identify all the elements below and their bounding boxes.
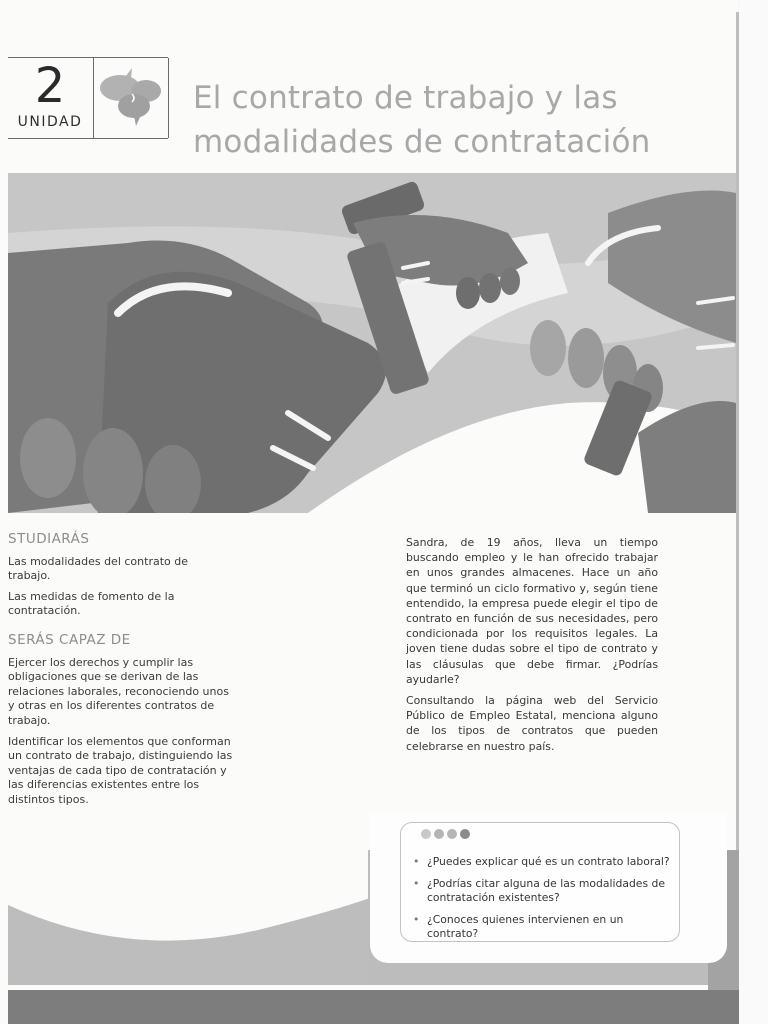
handshake-illustration	[8, 173, 736, 513]
question-item	[413, 855, 675, 870]
bullet-icon: •	[413, 855, 420, 868]
question-item	[413, 913, 675, 942]
seras-capaz-heading: SERÁS CAPAZ DE	[8, 632, 131, 648]
estudiaras-item: Las modalidades del contrato de trabajo.	[8, 554, 188, 583]
questions-list	[413, 855, 675, 949]
dot-icon	[460, 829, 470, 839]
speech-bubbles-icon	[96, 64, 166, 130]
progress-dots	[421, 829, 470, 839]
unit-divider	[93, 58, 94, 138]
question-item	[413, 877, 675, 906]
case-study	[406, 535, 658, 760]
page-title	[193, 76, 713, 164]
dot-icon	[447, 829, 457, 839]
question-text: ¿Puedes explicar qué es un contrato laboral?	[427, 855, 670, 868]
question-text: ¿Podrías citar alguna de las modalidades de contratación existentes?	[427, 876, 666, 905]
case-paragraph: Consultando la página web del Servicio Público de Empleo Estatal, menciona alguno de los tipos de contratos que pueden celebrarse en nuestro país.	[406, 694, 658, 753]
title-line-1: El contrato de trabajo y las	[193, 80, 618, 116]
title-line-2: modalidades de contratación	[193, 124, 651, 160]
estudiaras-item: Las medidas de fomento de la contratación.	[8, 589, 175, 618]
estudiaras-heading: STUDIARÁS	[8, 531, 90, 547]
unit-number: 2	[34, 58, 66, 114]
dot-icon	[434, 829, 444, 839]
unit-border	[168, 58, 169, 138]
unit-label: UNIDAD	[17, 114, 83, 130]
question-text: ¿Conoces quienes intervienen en un contrato?	[427, 912, 624, 941]
unit-badge	[8, 57, 168, 139]
estudiaras-section	[8, 532, 233, 625]
bullet-icon: •	[413, 876, 420, 890]
questions-box	[400, 822, 680, 942]
bullet-icon: •	[413, 912, 420, 926]
seras-capaz-item: Ejercer los derechos y cumplir las obligaciones que se derivan de las relaciones laborales, reconociendo unos y otras en los diferentes contratos de trabajo.	[8, 655, 229, 727]
seras-capaz-section	[8, 633, 233, 814]
seras-capaz-item: Identificar los elementos que conforman un contrato de trabajo, distinguiendo las ventajas de cada tipo de contratación y las diferencias existentes entre los distintos tipos.	[8, 734, 233, 806]
scan-margin	[739, 0, 768, 1024]
case-paragraph: Sandra, de 19 años, lleva un tiempo buscando empleo y le han ofrecido trabajar en unos grandes almacenes. Hace un año que terminó un ciclo formativo y, según tiene entendido, la empresa puede elegir el tipo de contrato en función de sus necesidades, pero condicionada por los requisitos legales. La joven tiene dudas sobre el tipo de contrato y las cláusulas que debe firmar. ¿Podrías ayudarle?	[406, 536, 658, 686]
dot-icon	[421, 829, 431, 839]
